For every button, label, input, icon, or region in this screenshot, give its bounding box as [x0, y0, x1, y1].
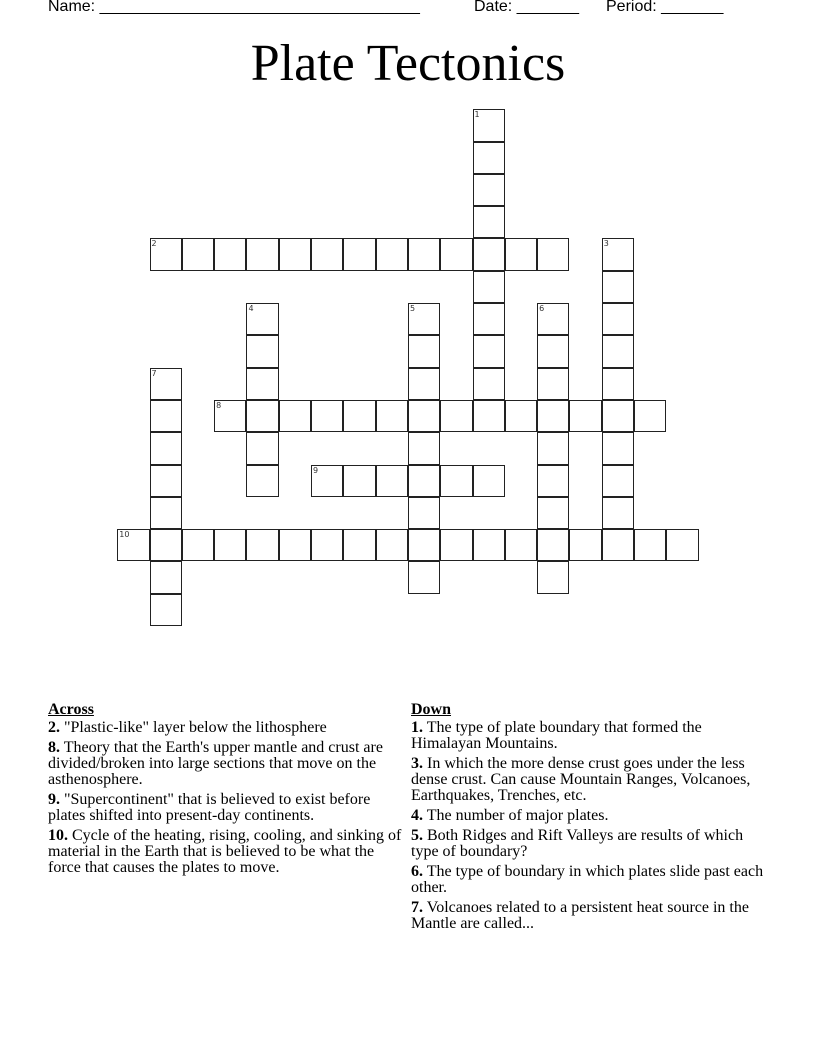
clue-across: [48, 740, 408, 788]
grid-cell[interactable]: [473, 368, 505, 400]
clue-text: The type of boundary in which plates slide past each other.: [411, 863, 764, 896]
grid-cell[interactable]: [376, 529, 408, 561]
grid-cell[interactable]: [343, 238, 375, 270]
grid-cell[interactable]: [634, 529, 666, 561]
clue-text: "Supercontinent" that is believed to exist before plates shifted into present-day continents.: [48, 791, 371, 824]
clue-text: Both Ridges and Rift Valleys are results of which type of boundary?: [411, 827, 744, 860]
grid-cell[interactable]: [440, 465, 472, 497]
grid-cell[interactable]: [246, 465, 278, 497]
grid-cell[interactable]: [246, 432, 278, 464]
grid-cell[interactable]: [408, 561, 440, 593]
grid-cell[interactable]: [311, 529, 343, 561]
grid-cell[interactable]: [214, 238, 246, 270]
clue-number: 1.: [411, 719, 423, 736]
grid-cell[interactable]: [408, 497, 440, 529]
grid-cell[interactable]: [602, 529, 634, 561]
grid-cell[interactable]: [602, 400, 634, 432]
grid-cell[interactable]: [182, 238, 214, 270]
clue-number: 6.: [411, 863, 423, 880]
across-clues: [48, 702, 408, 880]
grid-cell[interactable]: [150, 594, 182, 626]
grid-cell[interactable]: [246, 335, 278, 367]
page-title: Plate Tectonics: [250, 35, 566, 92]
grid-cell[interactable]: [473, 400, 505, 432]
grid-cell[interactable]: [150, 497, 182, 529]
grid-cell[interactable]: [376, 400, 408, 432]
grid-cell[interactable]: [602, 465, 634, 497]
clue-down: [411, 720, 771, 752]
cell-number: 9: [313, 465, 319, 475]
clue-down: [411, 864, 771, 896]
grid-cell[interactable]: [117, 529, 149, 561]
grid-cell[interactable]: [537, 497, 569, 529]
clue-number: 3.: [411, 755, 423, 772]
grid-cell[interactable]: [473, 529, 505, 561]
grid-cell[interactable]: [602, 432, 634, 464]
grid-cell[interactable]: [246, 303, 278, 335]
grid-cell[interactable]: [408, 368, 440, 400]
cell-number: 2: [151, 239, 157, 249]
grid-cell[interactable]: [602, 335, 634, 367]
grid-cell[interactable]: [279, 238, 311, 270]
grid-cell[interactable]: [505, 529, 537, 561]
grid-cell[interactable]: [279, 400, 311, 432]
clue-number: 8.: [48, 739, 60, 756]
grid-cell[interactable]: [537, 561, 569, 593]
grid-cell[interactable]: [537, 368, 569, 400]
grid-cell[interactable]: [150, 400, 182, 432]
grid-cell[interactable]: [473, 142, 505, 174]
grid-cell[interactable]: [473, 238, 505, 270]
grid-cell[interactable]: [311, 238, 343, 270]
grid-cell[interactable]: [537, 400, 569, 432]
grid-cell[interactable]: [150, 368, 182, 400]
clue-across: [48, 828, 408, 876]
grid-cell[interactable]: [376, 465, 408, 497]
grid-cell[interactable]: [473, 206, 505, 238]
clue-text: The number of major plates.: [426, 807, 609, 824]
cell-number: 10: [119, 530, 130, 540]
clue-across: [48, 720, 408, 736]
grid-cell[interactable]: [150, 465, 182, 497]
grid-cell[interactable]: [473, 465, 505, 497]
grid-cell[interactable]: [602, 271, 634, 303]
grid-cell[interactable]: [602, 238, 634, 270]
grid-cell[interactable]: [537, 465, 569, 497]
grid-cell[interactable]: [376, 238, 408, 270]
cell-number: 5: [409, 304, 416, 314]
across-heading: Across: [48, 701, 94, 718]
cell-number: 1: [474, 110, 480, 120]
grid-cell[interactable]: [537, 335, 569, 367]
name-field[interactable]: Name: ____________________________________: [48, 0, 420, 15]
grid-cell[interactable]: [537, 432, 569, 464]
grid-cell[interactable]: [246, 529, 278, 561]
cell-number: 7: [151, 368, 157, 378]
grid-cell[interactable]: [246, 368, 278, 400]
grid-cell[interactable]: [150, 238, 182, 270]
cell-number: 6: [539, 304, 545, 314]
grid-cell[interactable]: [440, 400, 472, 432]
clue-number: 5.: [411, 827, 423, 844]
grid-cell[interactable]: [569, 400, 601, 432]
grid-cell[interactable]: [408, 335, 440, 367]
grid-cell[interactable]: [311, 400, 343, 432]
grid-cell[interactable]: [214, 529, 246, 561]
clue-number: 7.: [411, 899, 423, 916]
grid-cell[interactable]: [246, 400, 278, 432]
grid-cell[interactable]: [279, 529, 311, 561]
clue-text: Cycle of the heating, rising, cooling, and sinking of material in the Earth that is believed to be what the force that causes the plates to move.: [48, 827, 402, 876]
grid-cell[interactable]: [343, 529, 375, 561]
clue-text: In which the more dense crust goes under the less dense crust. Can cause Mountain Ranges, Volcanoes, Earthquakes, Trenches, etc.: [411, 755, 751, 804]
grid-cell[interactable]: [343, 400, 375, 432]
down-heading: Down: [411, 701, 452, 718]
grid-cell[interactable]: [311, 465, 343, 497]
grid-cell[interactable]: [246, 238, 278, 270]
clue-text: Theory that the Earth's upper mantle and crust are divided/broken into large sections that move on the asthenosphere.: [48, 739, 383, 788]
grid-cell[interactable]: [602, 303, 634, 335]
clue-number: 9.: [48, 791, 60, 808]
grid-cell[interactable]: [408, 238, 440, 270]
clue-text: Volcanoes related to a persistent heat source in the Mantle are called...: [411, 899, 749, 932]
grid-cell[interactable]: [505, 238, 537, 270]
clue-down: [411, 900, 771, 932]
grid-cell[interactable]: [408, 432, 440, 464]
grid-cell[interactable]: [343, 465, 375, 497]
grid-cell[interactable]: [408, 400, 440, 432]
grid-cell[interactable]: [537, 303, 569, 335]
grid-cell[interactable]: [602, 497, 634, 529]
grid-cell[interactable]: [408, 529, 440, 561]
clue-down: [411, 828, 771, 860]
grid-cell[interactable]: [150, 529, 182, 561]
grid-cell[interactable]: [473, 271, 505, 303]
down-clues: [411, 702, 771, 936]
clue-number: 2.: [48, 719, 60, 736]
grid-cell[interactable]: [408, 303, 440, 335]
cell-number: 3: [603, 239, 609, 249]
grid-cell[interactable]: [666, 529, 698, 561]
grid-cell[interactable]: [150, 432, 182, 464]
grid-cell[interactable]: [473, 109, 505, 141]
grid-cell[interactable]: [569, 529, 601, 561]
clue-number: 10.: [48, 827, 68, 844]
clue-across: [48, 792, 408, 824]
grid-cell[interactable]: [440, 238, 472, 270]
cell-number: 8: [216, 400, 222, 410]
grid-cell[interactable]: [602, 368, 634, 400]
clue-down: [411, 756, 771, 804]
grid-cell[interactable]: [473, 303, 505, 335]
grid-cell[interactable]: [537, 529, 569, 561]
cell-number: 4: [248, 304, 254, 314]
clue-number: 4.: [411, 807, 423, 824]
date-field[interactable]: Date: _______: [474, 0, 579, 15]
clue-down: [411, 808, 771, 824]
grid-cell[interactable]: [473, 174, 505, 206]
grid-cell[interactable]: [408, 465, 440, 497]
clue-text: "Plastic-like" layer below the lithosphere: [64, 719, 327, 736]
grid-cell[interactable]: [214, 400, 246, 432]
grid-cell[interactable]: [537, 238, 569, 270]
period-field[interactable]: Period: _______: [606, 0, 724, 15]
grid-cell[interactable]: [440, 529, 472, 561]
grid-cell[interactable]: [634, 400, 666, 432]
grid-cell[interactable]: [473, 335, 505, 367]
clue-text: The type of plate boundary that formed the Himalayan Mountains.: [411, 719, 702, 752]
grid-cell[interactable]: [150, 561, 182, 593]
grid-cell[interactable]: [505, 400, 537, 432]
grid-cell[interactable]: [182, 529, 214, 561]
